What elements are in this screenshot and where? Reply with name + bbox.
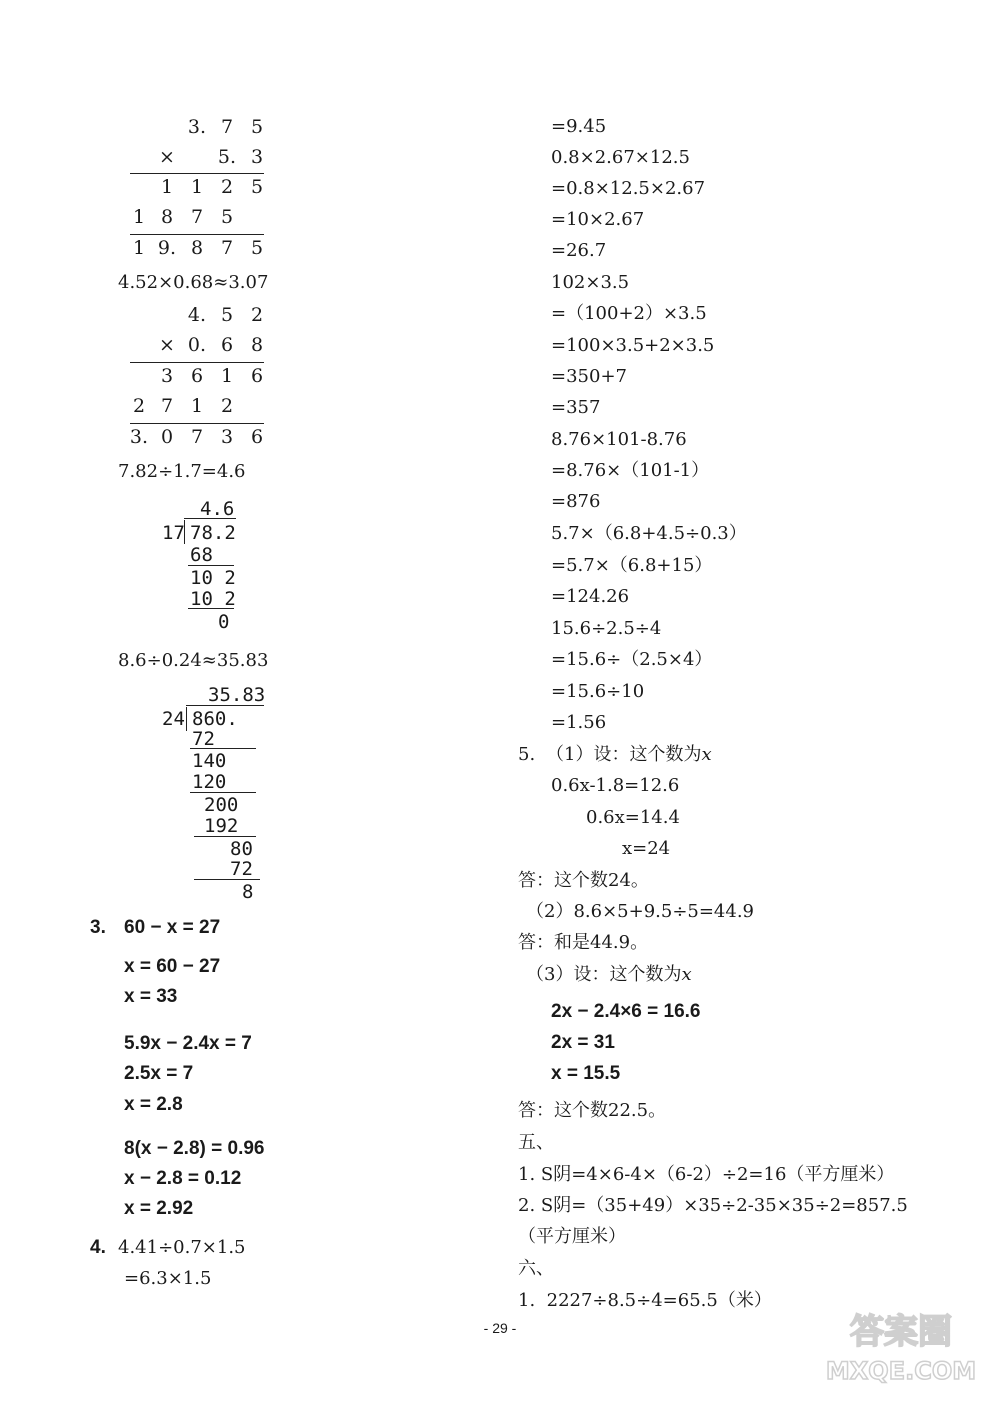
division-step: 120	[192, 771, 227, 793]
calc-line: 1. S阴=4×6-4×（6-2）÷2=16（平方厘米）	[518, 1164, 895, 1185]
question-text: （3）设：这个数为	[526, 964, 682, 985]
calc-line: 1. 2227÷8.5÷4=65.5（米）	[518, 1290, 772, 1311]
equation-line: 2x − 2.4×6 = 16.6	[551, 1001, 701, 1022]
calc-line: =26.7	[551, 240, 607, 261]
equation-line: x = 60 − 27	[124, 956, 221, 977]
mult2-digit: 6	[190, 365, 204, 387]
mult2-digit: 6	[250, 365, 264, 387]
calc-line: =15.6÷10	[551, 681, 645, 702]
mult2-digit: 1	[220, 365, 234, 387]
division-bracket	[184, 520, 185, 544]
calc-line: =1.56	[551, 712, 607, 733]
mult2-digit: 5	[220, 304, 234, 326]
dividend: 860.	[192, 708, 238, 730]
calc-line: =6.3×1.5	[124, 1268, 212, 1289]
division-step: 80	[230, 838, 253, 860]
calc-line: =5.7×（6.8+15）	[551, 555, 713, 576]
division-step: 72	[192, 728, 215, 750]
calc-line: 4.41÷0.7×1.5	[118, 1237, 246, 1258]
calc-line: =124.26	[551, 586, 630, 607]
calc-line: =100×3.5+2×3.5	[551, 335, 715, 356]
mult1-digit: 5.	[217, 146, 237, 168]
mult1-digit: 8	[160, 206, 174, 228]
mult2-digit: 8	[250, 334, 264, 356]
calc-line: =0.8×12.5×2.67	[551, 178, 706, 199]
equation-line: x = 2.92	[124, 1198, 194, 1219]
mult1-digit: 5	[250, 176, 264, 198]
rule-line	[188, 565, 234, 566]
equation-line: 60 − x = 27	[124, 917, 221, 938]
division-bar	[184, 518, 236, 519]
quotient: 35.83	[208, 684, 266, 706]
division-step: 72	[230, 858, 253, 880]
division-step: 68	[190, 544, 213, 566]
equation-line: 0.6x=14.4	[586, 807, 680, 828]
mult1-digit: 9.	[157, 237, 177, 259]
answer-line: 答：这个数22.5。	[518, 1100, 667, 1121]
calc-line: 8.76×101-8.76	[551, 429, 687, 450]
mult1-digit: 1	[132, 206, 146, 228]
rule-line	[130, 234, 264, 235]
divisor: 17	[162, 522, 185, 544]
answer-line: 答：这个数24。	[518, 870, 649, 891]
answer-line: 答：和是44.9。	[518, 932, 649, 953]
rule-line	[190, 792, 256, 793]
mult1-digit: 1	[132, 237, 146, 259]
calc-line: =15.6÷（2.5×4）	[551, 649, 713, 670]
division-bar	[186, 705, 264, 706]
question-head	[546, 744, 712, 766]
calc-line: （平方厘米）	[518, 1226, 626, 1247]
question-text: （1）设：这个数为	[546, 744, 702, 765]
mult2-digit: ×	[159, 334, 175, 356]
watermark-text-top: 答案圈	[850, 1312, 952, 1352]
mult2-digit: 3	[160, 365, 174, 387]
calc-line: 15.6÷2.5÷4	[551, 618, 662, 639]
division-bracket	[186, 707, 187, 731]
calc-line: =9.45	[551, 116, 607, 137]
mult2-digit: 6	[250, 426, 264, 448]
calc-line: =10×2.67	[551, 209, 645, 230]
mult2-digit: 4.	[187, 304, 207, 326]
mult1-digit: ×	[159, 146, 175, 168]
equation-line: 8(x − 2.8) = 0.96	[124, 1138, 265, 1159]
mult1-digit: 5	[250, 116, 264, 138]
mult1-digit: 3.	[187, 116, 207, 138]
mult2-digit: 0.	[187, 334, 207, 356]
rule-line	[194, 879, 260, 880]
section-title: 五、	[518, 1132, 554, 1153]
mult2-digit: 1	[190, 395, 204, 417]
calc-line: 102×3.5	[551, 272, 630, 293]
variable: x	[681, 964, 692, 985]
mult1-digit: 7	[190, 206, 204, 228]
watermark-text-bottom: MXQE.COM	[826, 1357, 976, 1385]
calc-line: =357	[551, 397, 601, 418]
equation-line: 2.5x = 7	[124, 1063, 194, 1084]
section-title: 六、	[518, 1258, 554, 1279]
mult1-digit: 7	[220, 116, 234, 138]
calc-line: =350+7	[551, 366, 627, 387]
variable: x	[701, 744, 712, 765]
division-step: 140	[192, 750, 227, 772]
mult1-digit: 5	[250, 237, 264, 259]
equation-line: x − 2.8 = 0.12	[124, 1168, 242, 1189]
rule-line	[130, 423, 264, 424]
calc-line: =876	[551, 491, 601, 512]
quotient: 4.6	[200, 498, 235, 520]
equation-line: 0.6x-1.8=12.6	[551, 775, 680, 796]
rule-line	[188, 608, 234, 609]
calc-line: 4.52×0.68≈3.07	[118, 272, 269, 293]
division-step: 8	[242, 881, 254, 903]
dividend: 78.2	[190, 522, 236, 544]
division-step: 0	[218, 611, 230, 633]
watermark-logo	[826, 1297, 976, 1392]
equation-line: x=24	[622, 838, 671, 859]
mult2-digit: 3.	[129, 426, 149, 448]
mult1-digit: 5	[220, 206, 234, 228]
section-number: 5.	[518, 744, 536, 765]
calc-line: 8.6÷0.24≈35.83	[118, 650, 269, 671]
calc-line: =8.76×（101-1）	[551, 460, 710, 481]
mult2-digit: 0	[160, 426, 174, 448]
calc-line: 5.7×（6.8+4.5÷0.3）	[551, 523, 747, 544]
section-number: 3.	[90, 917, 106, 938]
rule-line	[130, 173, 264, 174]
mult2-digit: 7	[160, 395, 174, 417]
mult2-digit: 6	[220, 334, 234, 356]
calc-line: （2）8.6×5+9.5÷5=44.9	[526, 901, 755, 922]
equation-line: x = 15.5	[551, 1063, 621, 1084]
division-step: 200	[204, 794, 239, 816]
mult2-digit: 7	[190, 426, 204, 448]
mult2-digit: 2	[132, 395, 146, 417]
equation-line: 5.9x − 2.4x = 7	[124, 1033, 252, 1054]
mult2-digit: 2	[250, 304, 264, 326]
rule-line	[190, 748, 256, 749]
mult1-digit: 2	[220, 176, 234, 198]
equation-line: 2x = 31	[551, 1032, 615, 1053]
page-number: - 29 -	[483, 1320, 517, 1336]
mult1-digit: 8	[190, 237, 204, 259]
calc-line: 7.82÷1.7=4.6	[118, 461, 246, 482]
equation-line: x = 33	[124, 986, 178, 1007]
calc-line: 2. S阴=（35+49）×35÷2-35×35÷2=857.5	[518, 1195, 908, 1216]
divisor: 24	[162, 708, 185, 730]
mult2-digit: 2	[220, 395, 234, 417]
division-step: 192	[204, 815, 239, 837]
division-step: 10 2	[190, 588, 236, 610]
mult1-digit: 1	[190, 176, 204, 198]
calc-line: =（100+2）×3.5	[551, 303, 707, 324]
mult1-digit: 1	[160, 176, 174, 198]
rule-line	[130, 362, 264, 363]
mult1-digit: 3	[250, 146, 264, 168]
mult1-digit: 7	[220, 237, 234, 259]
rule-line	[194, 836, 256, 837]
section-number: 4.	[90, 1237, 106, 1258]
calc-line: 0.8×2.67×12.5	[551, 147, 690, 168]
question-head	[526, 964, 692, 986]
division-step: 10 2	[190, 567, 236, 589]
equation-line: x = 2.8	[124, 1094, 183, 1115]
mult2-digit: 3	[220, 426, 234, 448]
